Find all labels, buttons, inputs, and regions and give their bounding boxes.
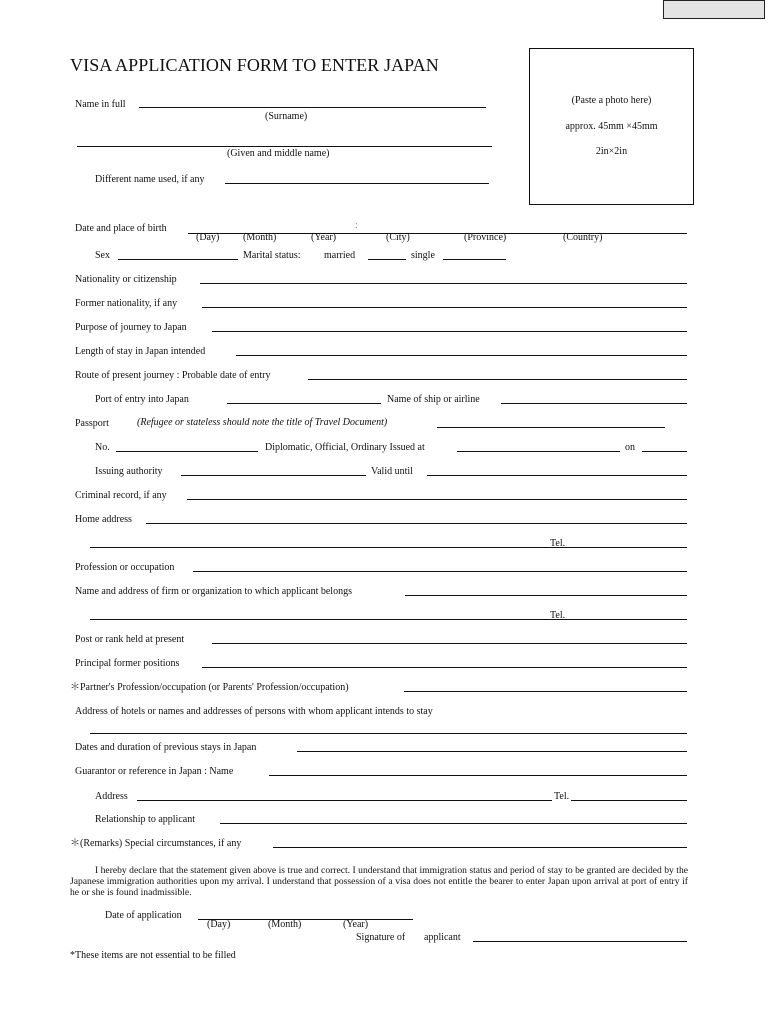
marital-status-label: Marital status: <box>243 250 301 261</box>
sex-label: Sex <box>95 250 110 261</box>
firm-label: Name and address of firm or organization to which applicant belongs <box>75 586 352 597</box>
passport-note: (Refugee or stateless should note the title of Travel Document) <box>137 417 388 428</box>
former-nationality-label: Former nationality, if any <box>75 298 178 309</box>
signature-label: Signature of <box>356 932 406 943</box>
post-rank-field[interactable] <box>212 643 687 644</box>
application-hint-month: (Month) <box>268 919 302 930</box>
nationality-label: Nationality or citizenship <box>75 274 177 285</box>
birth-separator: : <box>355 220 358 231</box>
footnote: *These items are not essential to be filled <box>70 950 236 961</box>
hotels-persons-label: Address of hotels or names and addresses of persons with whom applicant intends to stay <box>75 706 433 717</box>
photo-size-in: 2in×2in <box>595 146 628 157</box>
route-field[interactable] <box>308 379 687 380</box>
application-hint-year: (Year) <box>343 919 369 930</box>
sex-field[interactable] <box>118 259 238 260</box>
home-address-field[interactable] <box>146 523 687 524</box>
route-label: Route of present journey : Probable date of entry <box>75 370 271 381</box>
guarantor-address-label: Address <box>95 791 128 802</box>
guarantor-label: Guarantor or reference in Japan : Name <box>75 766 234 777</box>
name-label: Name in full <box>75 99 126 110</box>
birth-hint-year: (Year) <box>311 232 337 243</box>
guarantor-name-field[interactable] <box>269 775 687 776</box>
previous-stays-field[interactable] <box>297 751 687 752</box>
port-of-entry-field[interactable] <box>227 403 381 404</box>
valid-until-field[interactable] <box>427 475 687 476</box>
single-field[interactable] <box>443 259 506 260</box>
relationship-label: Relationship to applicant <box>95 814 195 825</box>
passport-type-label: Diplomatic, Official, Ordinary Issued at <box>265 442 425 453</box>
passport-label: Passport <box>75 418 109 429</box>
firm-field-2[interactable] <box>90 619 687 620</box>
home-address-field-2[interactable] <box>90 547 687 548</box>
photo-box <box>529 48 694 205</box>
purpose-label: Purpose of journey to Japan <box>75 322 187 333</box>
criminal-record-field[interactable] <box>187 499 687 500</box>
corner-stamp-box <box>663 0 765 19</box>
issued-on-label: on <box>625 442 635 453</box>
birth-label: Date and place of birth <box>75 223 167 234</box>
former-nationality-field[interactable] <box>202 307 687 308</box>
signature-who: applicant <box>424 932 461 943</box>
given-name-hint: (Given and middle name) <box>227 148 330 159</box>
signature-field[interactable] <box>473 941 687 942</box>
home-address-label: Home address <box>75 514 132 525</box>
remarks-field[interactable] <box>273 847 687 848</box>
criminal-record-label: Criminal record, if any <box>75 490 167 501</box>
single-label: single <box>411 250 435 261</box>
ship-airline-label: Name of ship or airline <box>387 394 480 405</box>
different-name-field[interactable] <box>225 183 489 184</box>
nationality-field[interactable] <box>200 283 687 284</box>
passport-no-label: No. <box>95 442 110 453</box>
profession-field[interactable] <box>193 571 687 572</box>
birth-hint-province: (Province) <box>464 232 507 243</box>
relationship-field[interactable] <box>220 823 687 824</box>
travel-document-field[interactable] <box>437 427 665 428</box>
guarantor-address-field[interactable] <box>137 800 687 801</box>
partner-profession-label: ＊Partner's Profession/occupation (or Parents' Profession/occupation) <box>70 682 349 693</box>
hotels-persons-field[interactable] <box>90 733 687 734</box>
guarantor-tel-label: Tel. <box>554 791 570 802</box>
firm-field[interactable] <box>405 595 687 596</box>
married-field[interactable] <box>368 259 406 260</box>
application-hint-day: (Day) <box>207 919 231 930</box>
post-rank-label: Post or rank held at present <box>75 634 185 645</box>
former-positions-label: Principal former positions <box>75 658 180 669</box>
ship-airline-field[interactable] <box>501 403 687 404</box>
photo-instruction: (Paste a photo here) <box>571 95 652 106</box>
birth-hint-country: (Country) <box>563 232 603 243</box>
profession-label: Profession or occupation <box>75 562 175 573</box>
issuing-authority-field[interactable] <box>181 475 366 476</box>
purpose-field[interactable] <box>212 331 687 332</box>
birth-hint-city: (City) <box>386 232 410 243</box>
passport-no-field[interactable] <box>116 451 258 452</box>
birth-hint-day: (Day) <box>196 232 220 243</box>
former-positions-field[interactable] <box>202 667 687 668</box>
partner-profession-field[interactable] <box>404 691 687 692</box>
birth-hint-month: (Month) <box>243 232 277 243</box>
declaration-text: I hereby declare that the statement given above is true and correct. I understand that immigration status and period of stay to be granted are decided by the Japanese immigration authorities upon my arrival. I understand that possession of a visa does not entitle the bearer to enter Japan upon arrival at port of entry if he or she is found inadmissible. <box>70 865 688 898</box>
surname-field[interactable] <box>139 107 486 108</box>
issued-at-field[interactable] <box>457 451 620 452</box>
different-name-label: Different name used, if any <box>95 174 205 185</box>
valid-until-label: Valid until <box>371 466 413 477</box>
married-label: married <box>324 250 356 261</box>
surname-hint: (Surname) <box>265 111 308 122</box>
firm-tel-label: Tel. <box>550 610 566 621</box>
form-title: VISA APPLICATION FORM TO ENTER JAPAN <box>70 55 439 75</box>
port-of-entry-label: Port of entry into Japan <box>95 394 189 405</box>
remarks-label: ＊(Remarks) Special circumstances, if any <box>70 838 242 849</box>
issuing-authority-label: Issuing authority <box>95 466 163 477</box>
issued-on-field[interactable] <box>642 451 687 452</box>
previous-stays-label: Dates and duration of previous stays in Japan <box>75 742 257 753</box>
home-tel-label: Tel. <box>550 538 566 549</box>
given-name-field[interactable] <box>77 146 492 147</box>
length-of-stay-label: Length of stay in Japan intended <box>75 346 206 357</box>
length-of-stay-field[interactable] <box>236 355 687 356</box>
photo-size-mm: approx. 45mm ×45mm <box>565 121 658 132</box>
application-date-label: Date of application <box>105 910 182 921</box>
